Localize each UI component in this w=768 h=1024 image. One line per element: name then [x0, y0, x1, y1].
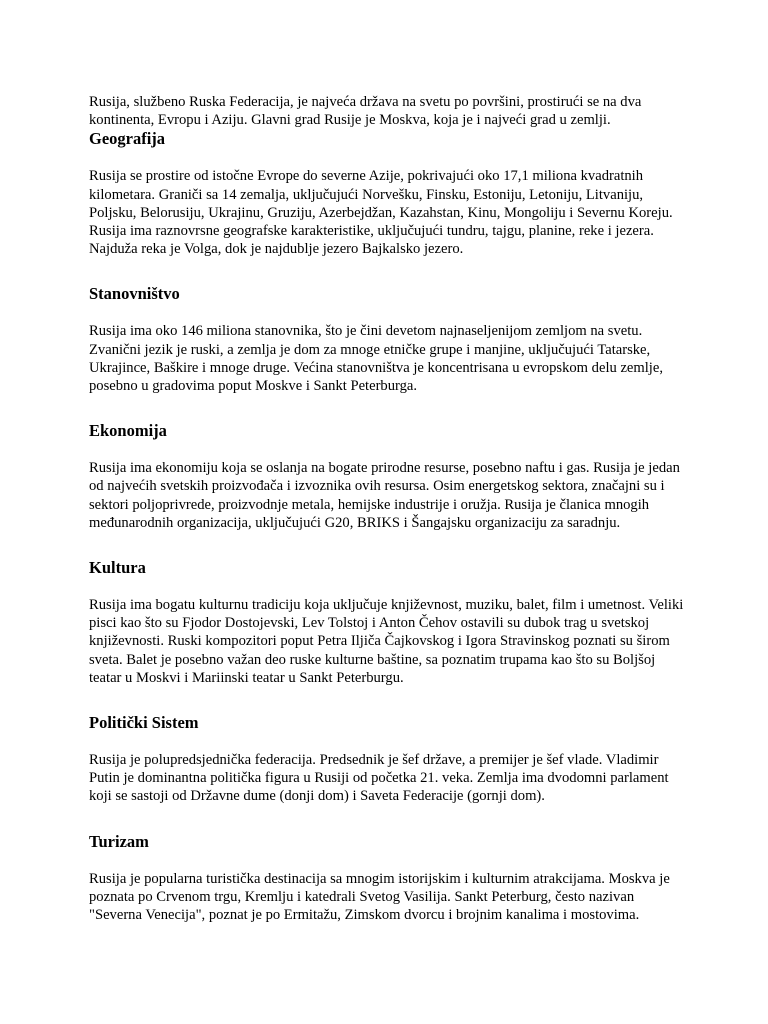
- section-kultura: [89, 558, 689, 687]
- section-geografija: [89, 129, 689, 258]
- intro-paragraph: Rusija, službeno Ruska Federacija, je najveća država na svetu po površini, prostirući se na dva kontinenta, Evropu i Aziju. Glavni grad Rusije je Moskva, koja je i najveći grad u zemlji.: [89, 94, 642, 129]
- section-paragraph: Rusija je polupredsjednička federacija. Predsednik je šef države, a premijer je šef vlade. Vladimir Putin je dominantna politička figura u Rusiji od početka 21. veka. Zemlja ima dvodomni parlament koji se sastoji od Državne dume (donji dom) i Saveta Federacije (gornji dom).: [89, 752, 669, 805]
- section-heading: Stanovništvo: [89, 284, 180, 304]
- section-politicki-sistem: [89, 713, 689, 806]
- section-paragraph: Rusija ima bogatu kulturnu tradiciju koja uključuje književnost, muziku, balet, film i umetnost. Veliki pisci kao što su Fjodor Dostojevski, Lev Tolstoj i Anton Čehov ostavili su dubok trag u svetskoj književnosti. Ruski kompozitori poput Petra Iljiča Čajkovskog i Igora Stravinskog poznati su širom sveta. Balet je posebno važan deo ruske kulturne baštine, sa poznatim trupama kao što su Boljšoj teatar u Moskvi i Mariinski teatar u Sankt Peterburgu.: [89, 597, 684, 686]
- section-heading: Turizam: [89, 831, 149, 851]
- section-heading: Ekonomija: [89, 421, 167, 441]
- section-paragraph: Rusija je popularna turistička destinacija sa mnogim istorijskim i kulturnim atrakcijama. Moskva je poznata po Crvenom trgu, Kremlju i katedrali Svetog Vasilija. Sankt Peterburg, često nazivan "Severna Venecija", poznat je po Ermitažu, Zimskom dvorcu i brojnim kanalima i mostovima.: [89, 870, 670, 924]
- section-paragraph: Rusija ima oko 146 miliona stanovnika, što je čini devetom najnaseljenijom zemljom na svetu. Zvanični jezik je ruski, a zemlja je dom za mnoge etničke grupe i manjine, uključujući Tatarske, Ukrajince, Baškire i mnoge druge. Većina stanovništva je koncentrisana u evropskom delu zemlje, posebno u gradovima poput Moskve i Sankt Peterburga.: [89, 323, 663, 395]
- section-stanovnistvo: [89, 284, 689, 395]
- section-heading: Kultura: [89, 558, 146, 578]
- section-heading: Geografija: [89, 129, 166, 149]
- section-ekonomija: [89, 421, 689, 532]
- section-paragraph: Rusija se prostire od istočne Evrope do severne Azije, pokrivajući oko 17,1 miliona kvadratnih kilometara. Graniči sa 14 zemalja, uključujući Norvešku, Finsku, Estoniju, Letoniju, Litvaniju, Poljsku, Belorusiju, Ukrajinu, Gruziju, Azerbejdžan, Kazahstan, Kinu, Mongoliju i Severnu Koreju. Rusija ima raznovrsne geografske karakteristike, uključujući tundru, tajgu, planine, reke i jezera. Najduža reka je Volga, dok je najdublje jezero Bajkalsko jezero.: [89, 168, 673, 258]
- section-paragraph: Rusija ima ekonomiju koja se oslanja na bogate prirodne resurse, posebno naftu i gas. Rusija je jedan od najvećih svetskih proizvođača i izvoznika ovih resursa. Osim energetskog sektora, značajni su i sektori poljoprivrede, proizvodnje metala, hemijske industrije i oružja. Rusija je članica mnogih međunarodnih organizacija, uključujući G20, BRIKS i Šangajsku organizaciju za saradnju.: [89, 460, 680, 531]
- section-heading: Politički Sistem: [89, 713, 199, 733]
- document-page: [89, 93, 689, 950]
- section-turizam: [89, 832, 689, 925]
